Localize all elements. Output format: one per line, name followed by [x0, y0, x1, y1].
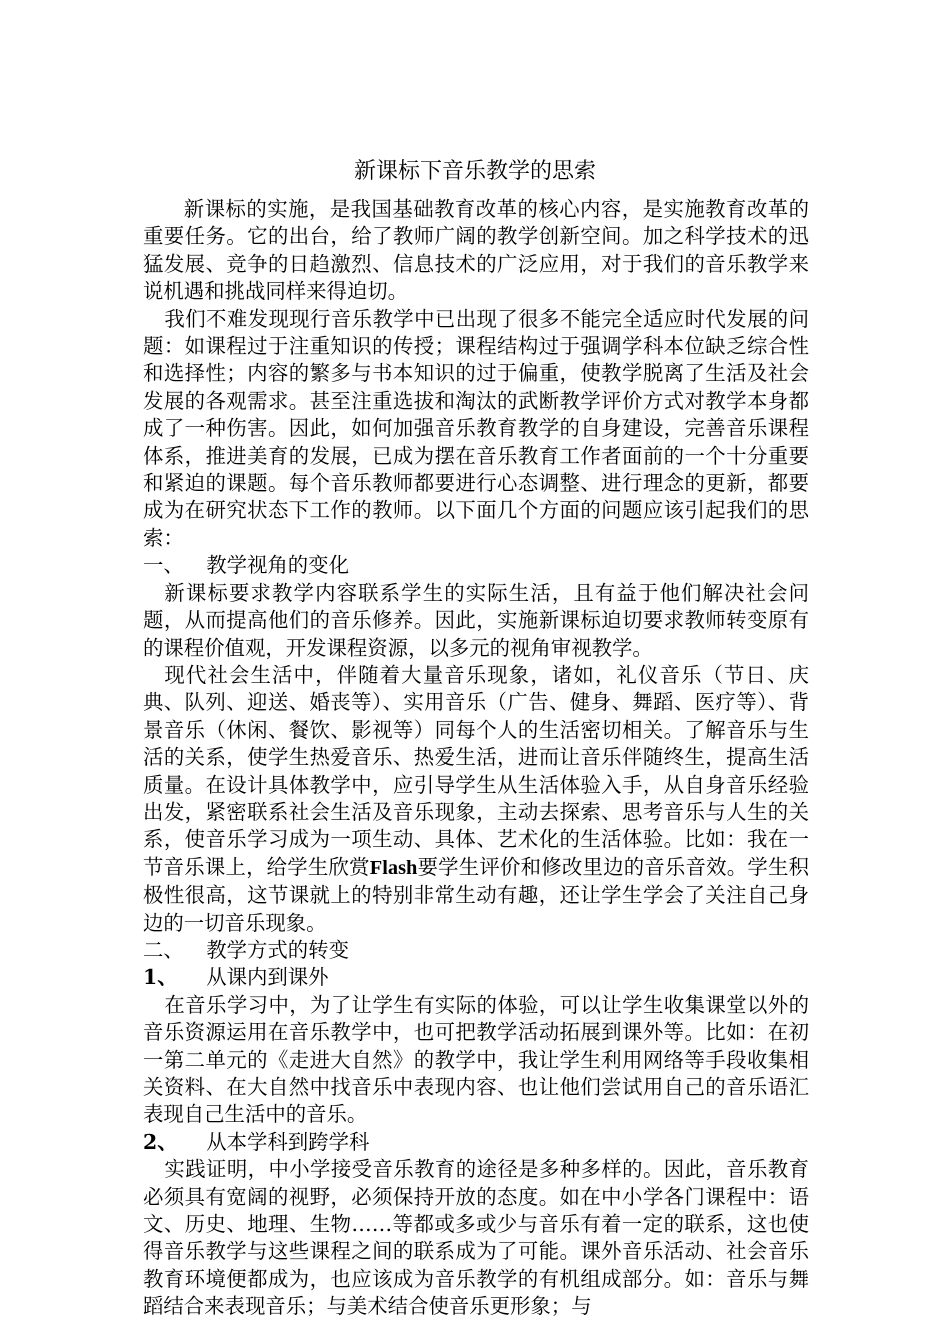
paragraph-subsection2: 实践证明，中小学接受音乐教育的途径是多种多样的。因此，音乐教育必须具有宽阔的视野，必须保持开放的态度。如在中小学各门课程中：语文、历史、地理、生物……等都或多或少与音乐有着一定的联系，这也使得音乐教学与这些课程之间的联系成为了可能。课外音乐活动、社会音乐教育环境便都成为，也应该成为音乐教学的有机组成部分。如：音乐与舞蹈结合来表现音乐；与美术结合使音乐更形象；与 — [143, 1157, 809, 1319]
section-title: 教学方式的转变 — [206, 937, 349, 962]
paragraph-text: 现代社会生活中，伴随着大量音乐现象，诸如，礼仪音乐（节日、庆典、队列、迎送、婚丧等）、实用音乐（广告、健身、舞蹈、医疗等）、背景音乐（休闲、餐饮、影视等）同每个人的生活密切相关。了解音乐与生活的关系，使学生热爱音乐、热爱生活，进而让音乐伴随终生，提高生活质量。在设计具体教学中，应引导学生从生活体验入手，从自身音乐经验出发，紧密联系社会生活及音乐现象，主动去探索、思考音乐与人生的关系，使音乐学习成为一项生动、具体、艺术化的生活体验。比如：我在一节音乐课上，给学生欣赏 — [143, 662, 809, 879]
paragraph-section1-b — [143, 662, 809, 937]
section-heading-2 — [143, 937, 809, 964]
subsection-number: 2、 — [143, 1129, 178, 1154]
subsection-title: 从本学科到跨学科 — [206, 1129, 370, 1154]
paragraph-intro: 新课标的实施，是我国基础教育改革的核心内容，是实施教育改革的重要任务。它的出台，给了教师广阔的教学创新空间。加之科学技术的迅猛发展、竞争的日趋激烈、信息技术的广泛应用，对于我们的音乐教学来说机遇和挑战同样来得迫切。 — [143, 197, 809, 304]
flash-term: Flash — [369, 856, 418, 879]
subsection-heading-2 — [143, 1129, 809, 1156]
document-body — [143, 196, 809, 1321]
subsection-number: 1、 — [143, 965, 178, 990]
paragraph-text-continued: 要学生评价和修改里边的音乐音效。学生积极性很高，这节课就上的特别非常生动有趣，还让学生学会了关注自己身边的一切音乐现象。 — [143, 854, 809, 935]
paragraph-subsection1: 在音乐学习中，为了让学生有实际的体验，可以让学生收集课堂以外的音乐资源运用在音乐教学中，也可把教学活动拓展到课外等。比如：在初一第二单元的《走进大自然》的教学中，我让学生利用网络等手段收集相关资料、在大自然中找音乐中表现内容、也让他们尝试用自己的音乐语汇表现自己生活中的音乐。 — [143, 992, 809, 1127]
section-number: 一、 — [143, 553, 184, 578]
paragraph-section1-a: 新课标要求教学内容联系学生的实际生活，且有益于他们解决社会问题，从而提高他们的音乐修养。因此，实施新课标迫切要求教师转变原有的课程价值观，开发课程资源，以多元的视角审视教学。 — [143, 580, 809, 660]
paragraph-problems: 我们不难发现现行音乐教学中已出现了很多不能完全适应时代发展的问题：如课程过于注重知识的传授；课程结构过于强调学科本位缺乏综合性和选择性；内容的繁多与书本知识的过于偏重，使教学脱离了生活及社会发展的各观需求。甚至注重选拔和淘汰的武断教学评价方式对教学本身都成了一种伤害。因此，如何加强音乐教育教学的自身建设，完善音乐课程体系，推进美育的发展，已成为摆在音乐教育工作者面前的一个十分重要和紧迫的课题。每个音乐教师都要进行心态调整、进行理念的更新，都要成为在研究状态下工作的教师。以下面几个方面的问题应该引起我们的思索： — [143, 306, 809, 550]
section-title: 教学视角的变化 — [206, 553, 349, 578]
section-number: 二、 — [143, 937, 184, 962]
subsection-title: 从课内到课外 — [206, 965, 329, 990]
subsection-heading-1 — [143, 964, 809, 991]
section-heading-1 — [143, 552, 809, 579]
document-title: 新课标下音乐教学的思索 — [353, 159, 596, 184]
